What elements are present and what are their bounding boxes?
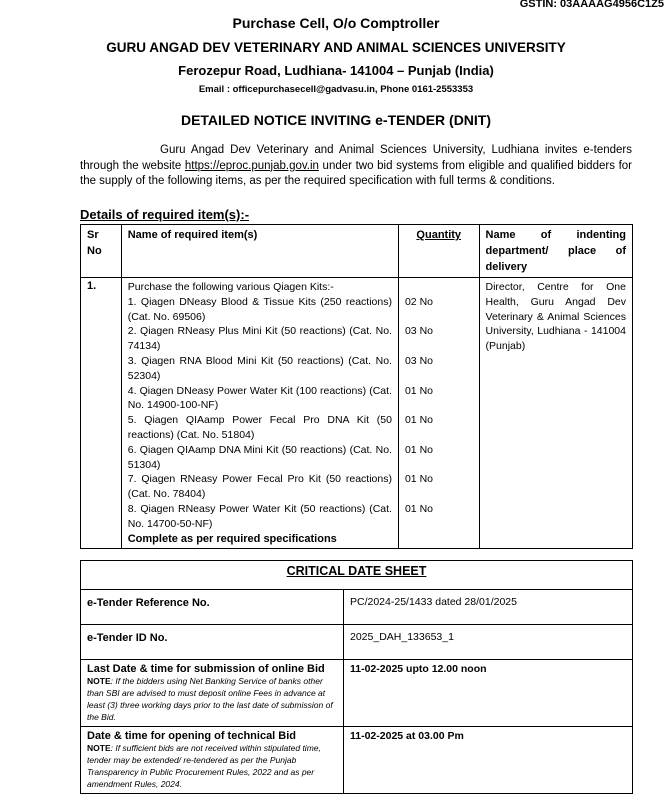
item-line: 7. Qiagen RNeasy Power Fecal Pro Kit (50 reactions) (Cat. No. 78404) [127,473,392,501]
items-table [80,224,633,549]
intro-paragraph [80,143,632,190]
cds-label-reference: e-Tender Reference No. [81,590,344,625]
header-quantity: Quantity [398,225,479,278]
cds-value-reference: PC/2024-25/1433 dated 28/01/2025 [344,590,633,625]
item-quantity: 01 No [404,384,433,397]
office-name: Purchase Cell, O/o Comptroller [232,15,440,31]
note-label: NOTE [87,743,111,753]
cds-label-opening [81,727,344,794]
item-quantity: 03 No [404,325,433,338]
note-text: : If the bidders using Net Banking Service of banks other than SBI are advised to must deposit online Fees in advance at least (3) three working days prior to the last date of submission of the Bid. [87,676,333,722]
item-quantity: 01 No [404,443,433,456]
cds-note-submission [87,675,337,723]
cds-label-tender-id: e-Tender ID No. [81,625,344,660]
item-line: 6. Qiagen QIAamp DNA Mini Kit (50 reactions) (Cat. No. 51304) [127,443,392,471]
item-line: 2. Qiagen RNeasy Plus Mini Kit (50 reactions) (Cat. No. 74134) [127,325,392,353]
cds-value-submission: 11-02-2025 upto 12.00 noon [344,660,633,727]
university-address: Ferozepur Road, Ludhiana- 141004 – Punjab (India) [178,63,494,78]
item-quantity: 03 No [404,354,433,367]
cds-row-tender-id [81,625,633,660]
details-heading: Details of required item(s):- [80,207,250,222]
item-quantity: 02 No [404,295,433,308]
intro-text-2: under two bid systems from eligible and qualified bidders for the supply of the following items, as per the required specification with full terms & conditions. [80,159,632,187]
eproc-link[interactable]: https://eproc.punjab.gov.in [184,159,319,172]
university-name: GURU ANGAD DEV VETERINARY AND ANIMAL SCIENCES UNIVERSITY [106,40,566,55]
intro-text-1: Guru Angad Dev Veterinary and Animal Sciences University, Ludhiana invites e-tenders through the website [80,144,632,172]
cds-value-tender-id: 2025_DAH_133653_1 [344,625,633,660]
item-intro-line: Purchase the following various Qiagen Kits:- [127,281,334,293]
cds-label-opening-text: Date & time for opening of technical Bid [87,730,297,742]
note-text: : If sufficient bids are not received within stipulated time, tender may be extended/ re-tendered as per the Punjab Transparency in Public Procurement Rules, 2022 and as per amendment Rules, 2024. [87,743,321,789]
row-sr-no: 1. [81,278,122,549]
cds-note-opening [87,742,337,790]
header-department: Name of indenting department/ place of delivery [479,225,632,278]
item-line: 3. Qiagen RNA Blood Mini Kit (50 reactions) (Cat. No. 52304) [127,354,392,382]
cds-row-submission [81,660,633,727]
item-quantity: 01 No [404,502,433,515]
gstin-number: GSTIN: 03AAAAG4956C1Z5 [519,0,664,10]
document-title: DETAILED NOTICE INVITING e-TENDER (DNIT) [180,112,492,128]
critical-date-sheet [80,560,633,794]
cds-label-submission [81,660,344,727]
header-sr-no: Sr No [81,225,122,278]
items-table-row [81,278,633,549]
item-line: 5. Qiagen QIAamp Power Fecal Pro DNA Kit (50 reactions) (Cat. No. 51804) [127,414,392,441]
cds-row-opening [81,727,633,794]
header-item-name: Name of required item(s) [121,225,398,278]
item-line: 8. Qiagen RNeasy Power Water Kit (50 reactions) (Cat. No. 14700-50-NF) [127,502,392,530]
note-label: NOTE [87,676,111,686]
cds-row-reference [81,590,633,625]
critical-date-title: CRITICAL DATE SHEET [81,561,633,590]
item-list-cell [121,278,398,549]
cds-value-opening: 11-02-2025 at 03.00 Pm [344,727,633,794]
item-footer-line: Complete as per required specifications [127,532,337,545]
item-line: 4. Qiagen DNeasy Power Water Kit (100 reactions) (Cat. No. 14900-100-NF) [127,384,392,412]
quantity-cell [398,278,479,549]
contact-line: Email : officepurchasecell@gadvasu.in, Phone 0161-2553353 [198,84,474,95]
department-cell: Director, Centre for One Health, Guru Angad Dev Veterinary & Animal Sciences University, Ludhiana - 141004 (Punjab) [479,278,632,549]
item-quantity: 01 No [404,414,433,427]
cds-label-submission-text: Last Date & time for submission of online Bid [87,663,325,675]
item-line: 1. Qiagen DNeasy Blood & Tissue Kits (250 reactions) (Cat. No. 69506) [127,295,392,323]
item-quantity: 01 No [404,473,433,486]
items-table-header [81,225,633,278]
